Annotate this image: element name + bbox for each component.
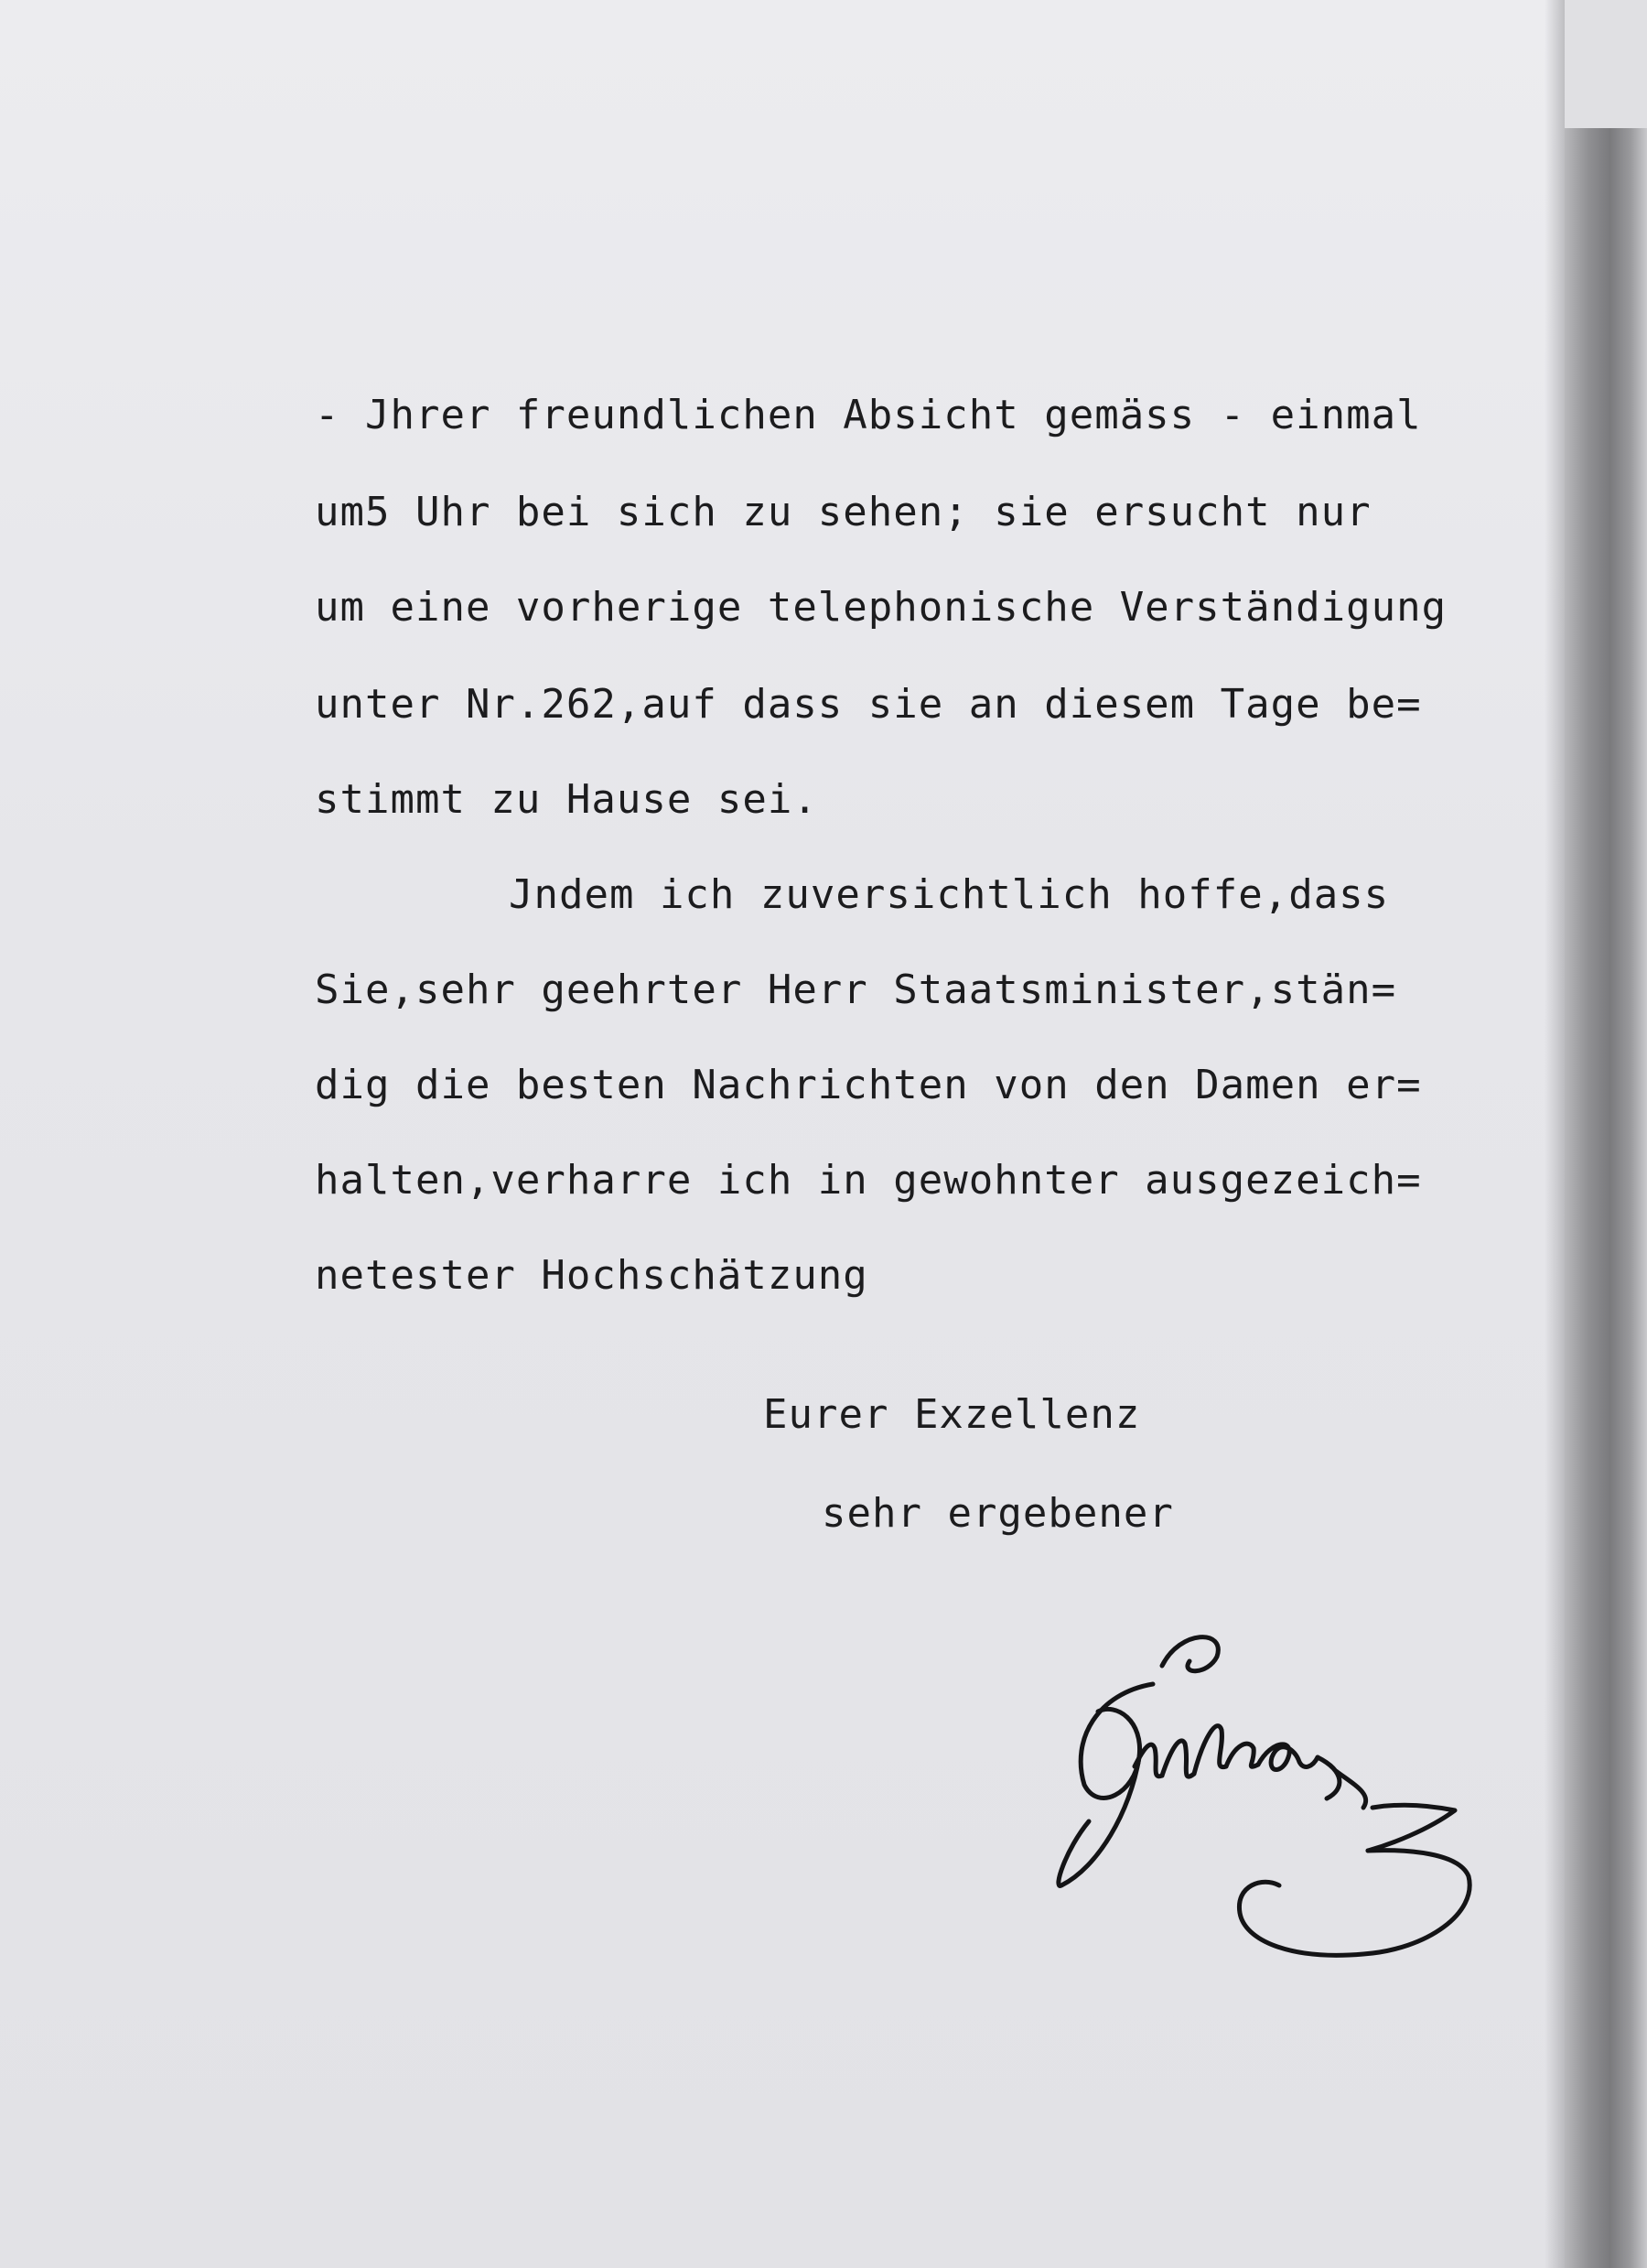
letter-line: stimmt zu Hause sei.	[315, 776, 818, 823]
closing: Eurer Exzellenz	[763, 1391, 1141, 1438]
letter-line: Jndem ich zuversichtlich hoffe,dass	[509, 871, 1390, 918]
letter-line: Sie,sehr geehrter Herr Staatsminister,stän=	[315, 967, 1397, 1013]
valediction: sehr ergebener	[822, 1490, 1174, 1537]
letter-line: - Jhrer freundlichen Absicht gemäss - einmal	[315, 392, 1422, 438]
letter-line: halten,verharre ich in gewohnter ausgezeich=	[315, 1157, 1422, 1204]
letter-line: dig die besten Nachrichten von den Damen er=	[315, 1062, 1422, 1108]
letter-line: um eine vorherige telephonische Verständigung	[315, 584, 1448, 631]
letter-line: netester Hochschätzung	[315, 1252, 868, 1299]
handwritten-signature	[1043, 1611, 1501, 1977]
letter-line: unter Nr.262,auf dass sie an diesem Tage be=	[315, 681, 1422, 728]
letter-line: um5 Uhr bei sich zu sehen; sie ersucht nur	[315, 489, 1372, 535]
